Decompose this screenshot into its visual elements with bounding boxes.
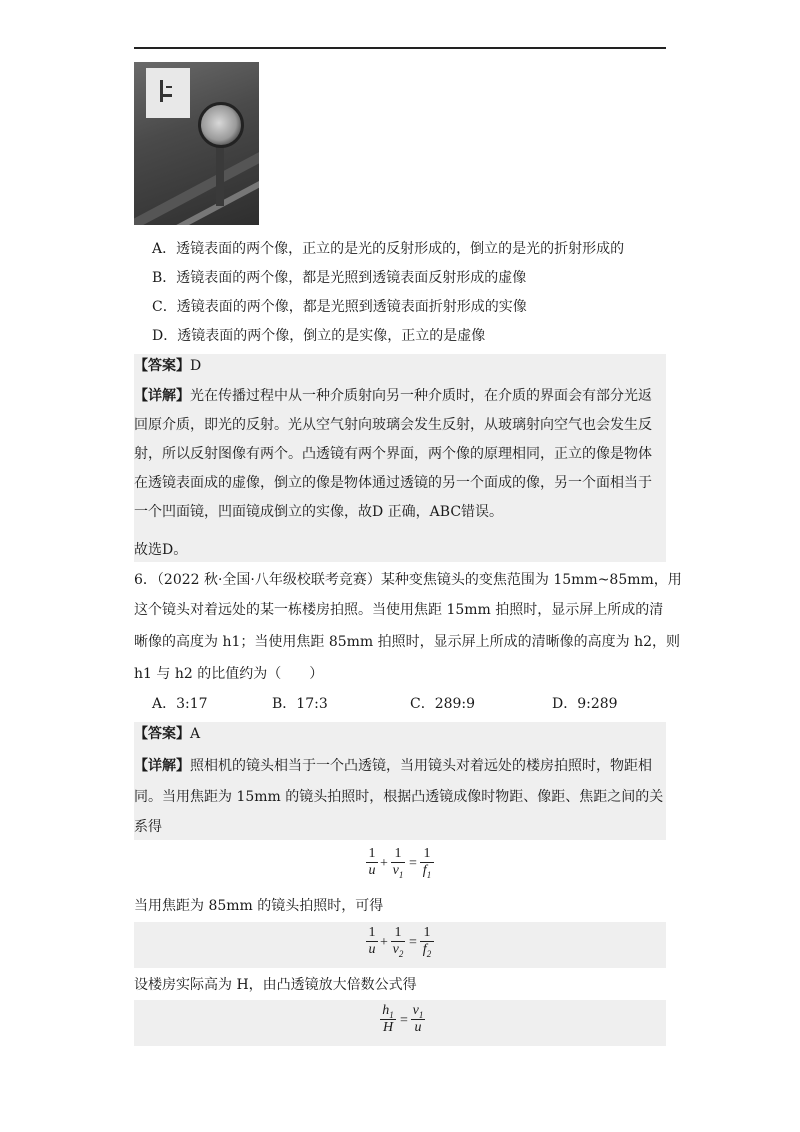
q5-detail-line-4: 在透镜表面成的虚像，倒立的像是物体通过透镜的另一个面成的像，另一个面相当于 — [134, 475, 652, 491]
lens-holder — [216, 146, 224, 206]
q6-stem-line-3: 晰像的高度为 h1；当使用焦距 85mm 拍照时，显示屏上所成的清晰像的高度为 h2，则 — [134, 634, 681, 650]
q6-option-b: B．17:3 — [272, 696, 328, 712]
q6-detail-line-1: 【详解】照相机的镜头相当于一个凸透镜，当用镜头对着远处的楼房拍照时，物距相 — [134, 758, 652, 774]
q5-detail-line-5: 一个凹面镜，凹面镜成倒立的实像，故D 正确，ABC错误。 — [134, 504, 504, 520]
q6-option-a: A．3:17 — [152, 696, 208, 712]
q6-option-c: C．289:9 — [410, 696, 476, 712]
lens-experiment-photo — [134, 62, 259, 225]
q5-conclusion: 故选D。 — [134, 542, 188, 558]
header-rule — [134, 47, 666, 49]
formula-lens-equation-2: 1 u + 1 $v_2$ = 1 $f_2$ — [362, 925, 442, 965]
q6-detail-line-3: 系得 — [134, 819, 162, 835]
q6-text-3: 设楼房实际高为 H，由凸透镜放大倍数公式得 — [134, 977, 417, 993]
q5-option-c: C．透镜表面的两个像，都是光照到透镜表面折射形成的实像 — [152, 299, 527, 315]
q5-answer: 【答案】D — [134, 358, 202, 374]
q5-option-d: D．透镜表面的两个像，倒立的是实像，正立的是虚像 — [152, 328, 486, 344]
formula-magnification: $h_1$ H = $v_1$ u — [380, 1003, 440, 1043]
q6-stem-line-2: 这个镜头对着远处的某一栋楼房拍照。当使用焦距 15mm 拍照时，显示屏上所成的清 — [134, 602, 664, 618]
light-screen — [146, 68, 190, 118]
q6-text-2: 当用焦距为 85mm 的镜头拍照时，可得 — [134, 898, 384, 914]
q5-detail-line-1: 【详解】光在传播过程中从一种介质射向另一种介质时，在介质的界面会有部分光返 — [134, 388, 652, 404]
q6-answer-panel — [134, 722, 666, 840]
q6-option-d: D．9:289 — [552, 696, 618, 712]
formula-lens-equation-1: 1 u + 1 $v_1$ = 1 $f_1$ — [362, 846, 442, 886]
q6-stem-line-4: h1 与 h2 的比值约为（ ） — [134, 666, 324, 682]
q6-stem-line-1: 6．（2022 秋·全国·八年级校联考竞赛）某种变焦镜头的变焦范围为 15mm~85mm，用 — [134, 572, 682, 588]
q6-answer: 【答案】A — [134, 726, 201, 742]
q5-option-b: B．透镜表面的两个像，都是光照到透镜表面反射形成的虚像 — [152, 270, 527, 286]
q5-option-a: A．透镜表面的两个像，正立的是光的反射形成的，倒立的是光的折射形成的 — [152, 241, 625, 257]
convex-lens — [198, 102, 244, 148]
q5-detail-line-2: 回原介质，即光的反射。光从空气射向玻璃会发生反射，从玻璃射向空气也会发生反 — [134, 417, 652, 433]
q6-detail-line-2: 同。当用焦距为 15mm 的镜头拍照时，根据凸透镜成像时物距、像距、焦距之间的关 — [134, 789, 664, 805]
q5-detail-line-3: 射，所以反射图像有两个。凸透镜有两个界面，两个像的原理相同，正立的像是物体 — [134, 446, 652, 462]
